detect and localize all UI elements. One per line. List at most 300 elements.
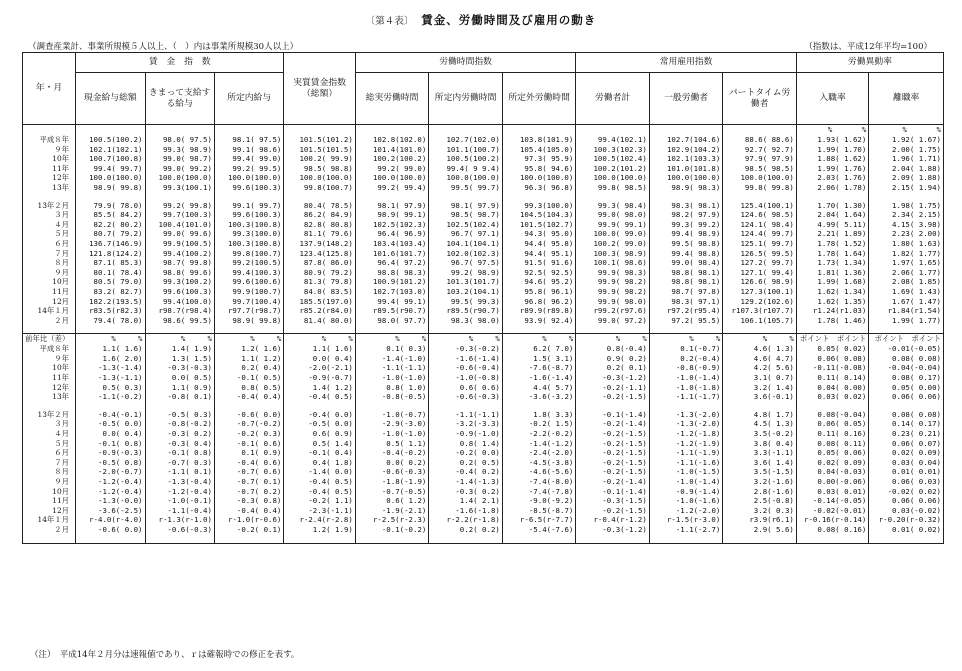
table-cell: 98.8( 98.1)	[649, 268, 723, 278]
table-cell: -3.6(-2.5)	[76, 506, 145, 516]
table-row	[23, 515, 944, 525]
table-cell: -1.1(-2.7)	[649, 525, 723, 535]
table-cell: -1.3(-2.0)	[649, 419, 723, 429]
table-row	[23, 344, 944, 354]
table-cell: 83.2( 82.7)	[76, 287, 145, 297]
table-row	[23, 363, 944, 373]
spacer-cell	[23, 193, 76, 201]
table-cell: 99.3( 98.9)	[145, 145, 214, 155]
table-cell: 0.03(-0.02)	[869, 506, 944, 516]
table-cell: 1.6( 2.0)	[76, 354, 145, 364]
table-cell: r-1.5(r-3.0)	[649, 515, 723, 525]
table-cell: 0.4( 1.8)	[284, 458, 355, 468]
table-cell: 0.5( 1.1)	[355, 439, 429, 449]
table-cell: 99.3(100.0)	[502, 201, 576, 211]
table-cell: 123.4(125.8)	[284, 249, 355, 259]
row-label: ２月	[23, 525, 76, 535]
table-cell: r-0.16(r-0.14)	[796, 515, 868, 525]
table-cell: 3.2( 0.3)	[723, 506, 797, 516]
unit-cell: % %	[723, 334, 797, 345]
table-cell: -1.3(-0.0)	[76, 496, 145, 506]
table-cell: -0.9(-1.0)	[429, 429, 503, 439]
table-cell: 0.8( 1.4)	[429, 439, 503, 449]
table-cell: 98.8( 98.1)	[649, 277, 723, 287]
table-row	[23, 135, 944, 145]
table-cell: 137.9(148.2)	[284, 239, 355, 249]
table-cell: r83.5(r82.3)	[76, 306, 145, 316]
table-cell: 1.67( 1.47)	[869, 297, 944, 307]
table-cell: 127.1( 99.4)	[723, 268, 797, 278]
table-cell: -0.4( 0.5)	[284, 487, 355, 497]
table-cell: 2.21( 1.89)	[796, 229, 868, 239]
table-cell: 98.3( 98.1)	[649, 201, 723, 211]
table-cell: -1.4(-1.3)	[429, 477, 503, 487]
header-employment-group: 常用雇用指数	[576, 53, 797, 73]
table-cell: 102.9(104.2)	[649, 145, 723, 155]
table-cell: -2.0(-0.7)	[76, 467, 145, 477]
table-cell: 99.0( 98.0)	[576, 210, 650, 220]
table-cell: -1.1(-1.9)	[649, 448, 723, 458]
header-scheduled-pay: 所定内給与	[214, 73, 283, 125]
spacer-cell	[284, 193, 355, 201]
table-row	[23, 258, 944, 268]
table-cell: 1.98( 1.75)	[869, 201, 944, 211]
table-cell: 1.93( 1.62)	[796, 135, 868, 145]
table-cell: -0.2( 0.0)	[429, 448, 503, 458]
table-cell: -0.2( 0.3)	[214, 429, 283, 439]
header-year-month: 年・月	[23, 53, 76, 125]
table-cell: -0.5( 0.8)	[76, 458, 145, 468]
table-cell: 96.7( 97.5)	[429, 258, 503, 268]
table-cell: 92.7( 92.7)	[723, 145, 797, 155]
table-cell: -1.2(-1.8)	[649, 429, 723, 439]
table-cell: 0.08(-0.04)	[796, 410, 868, 420]
table-cell: 87.8( 86.0)	[284, 258, 355, 268]
table-row	[23, 392, 944, 402]
table-cell: -0.7(-0.2)	[214, 419, 283, 429]
unit-cell: % %	[429, 334, 503, 345]
table-cell: 99.9( 98.2)	[576, 287, 650, 297]
footnote: （注） 平成14年２月分は速報値であり、ｒは確報時での修正を表す。	[30, 650, 300, 660]
row-label: ３月	[23, 419, 76, 429]
table-cell: 104.1(104.1)	[429, 239, 503, 249]
table-cell: 0.05( 0.00)	[869, 383, 944, 393]
table-cell: 98.3( 97.1)	[649, 297, 723, 307]
table-cell: 96.8( 96.2)	[502, 297, 576, 307]
table-cell: 99.4( 98.9)	[649, 229, 723, 239]
table-cell: -0.1(-1.4)	[576, 410, 650, 420]
spacer-cell	[23, 402, 76, 410]
table-cell: -1.0(-1.0)	[355, 373, 429, 383]
table-cell: 99.4(100.0)	[145, 297, 214, 307]
table-cell: 0.2(-0.4)	[649, 354, 723, 364]
table-cell: 1.1( 1.6)	[284, 344, 355, 354]
table-cell: -1.9(-2.1)	[355, 506, 429, 516]
table-cell: 1.73( 1.34)	[796, 258, 868, 268]
row-label: ７月	[23, 458, 76, 468]
row-label: 13年２月	[23, 410, 76, 420]
header-wage-group: 賃 金 指 数	[76, 53, 284, 73]
table-cell: 95.8( 94.6)	[502, 164, 576, 174]
spacer-cell	[576, 402, 650, 410]
table-cell: 0.8(-0.4)	[576, 344, 650, 354]
table-cell: -4.5(-3.8)	[502, 458, 576, 468]
table-cell: 6.2( 7.0)	[502, 344, 576, 354]
table-cell: 95.8( 96.1)	[502, 287, 576, 297]
table-cell: 98.7( 97.8)	[649, 287, 723, 297]
table-cell: 82.8( 80.8)	[284, 220, 355, 230]
table-cell: -0.3(-1.2)	[576, 373, 650, 383]
table-cell: 94.3( 95.0)	[502, 229, 576, 239]
table-cell: -0.5( 0.0)	[76, 419, 145, 429]
table-cell: -2.9(-3.0)	[355, 419, 429, 429]
table-cell: 1.70( 1.30)	[796, 201, 868, 211]
table-cell: 100.3(102.3)	[576, 145, 650, 155]
table-cell: 125.4(100.1)	[723, 201, 797, 211]
table-cell: 0.6( 0.9)	[284, 429, 355, 439]
table-cell: 1.81( 1.36)	[796, 268, 868, 278]
row-label: 11月	[23, 287, 76, 297]
table-cell: 99.1( 99.7)	[214, 201, 283, 211]
unit-cell	[355, 125, 429, 136]
table-cell: -0.6(-0.3)	[355, 467, 429, 477]
table-cell: -1.0(-1.4)	[649, 373, 723, 383]
unit-cell: % %	[214, 334, 283, 345]
table-cell: -0.6(-0.3)	[429, 392, 503, 402]
table-cell: 104.5(104.3)	[502, 210, 576, 220]
table-cell: 0.5( 0.3)	[76, 383, 145, 393]
table-cell: 99.0( 98.7)	[145, 154, 214, 164]
table-cell: 82.2( 80.2)	[76, 220, 145, 230]
table-cell: 1.8( 3.3)	[502, 410, 576, 420]
table-cell: -1.0(-0.7)	[355, 410, 429, 420]
table-cell: 80.9( 79.2)	[284, 268, 355, 278]
table-cell: 99.2( 99.0)	[355, 164, 429, 174]
spacer-cell	[284, 325, 355, 334]
table-cell: 121.8(124.2)	[76, 249, 145, 259]
table-cell: -1.2(-0.4)	[145, 487, 214, 497]
table-cell: -1.6(-1.4)	[502, 373, 576, 383]
table-cell: 98.6( 99.5)	[145, 316, 214, 326]
table-cell: 100.4(101.0)	[145, 220, 214, 230]
table-cell: -1.4(-1.0)	[355, 354, 429, 364]
table-cell: -0.2(-1.1)	[576, 383, 650, 393]
row-label: 11月	[23, 496, 76, 506]
table-cell: 4.8( 1.7)	[723, 410, 797, 420]
table-cell: -0.9(-0.7)	[284, 373, 355, 383]
table-cell: -7.4(-7.8)	[502, 487, 576, 497]
table-cell: r89.5(r90.7)	[355, 306, 429, 316]
table-cell: 98.9( 99.8)	[76, 183, 145, 193]
table-cell: 81.4( 80.0)	[284, 316, 355, 326]
row-label: ６月	[23, 448, 76, 458]
table-cell: 99.4(100.2)	[145, 249, 214, 259]
table-cell: 4.5( 1.3)	[723, 419, 797, 429]
table-cell: -0.7( 0.6)	[214, 467, 283, 477]
table-cell: r-0.20(r-0.32)	[869, 515, 944, 525]
table-cell: 100.3(100.8)	[214, 220, 283, 230]
table-cell: 0.06( 0.03)	[869, 477, 944, 487]
table-cell: -1.0(-1.8)	[649, 383, 723, 393]
table-cell: -1.1(-1.7)	[649, 392, 723, 402]
table-cell: -0.7( 0.3)	[145, 458, 214, 468]
spacer-cell	[502, 535, 576, 544]
table-cell: 185.5(197.0)	[284, 297, 355, 307]
table-cell: 99.0( 98.4)	[649, 258, 723, 268]
row-label: ６月	[23, 239, 76, 249]
table-cell: -1.3(-2.0)	[649, 410, 723, 420]
table-row	[23, 467, 944, 477]
table-cell: -0.1( 0.8)	[76, 439, 145, 449]
table-cell: 98.1( 97.5)	[214, 135, 283, 145]
unit-cell	[284, 125, 355, 136]
table-cell: -2.2(-0.2)	[502, 429, 576, 439]
unit-cell: % %	[355, 334, 429, 345]
spacer-cell	[723, 535, 797, 544]
table-cell: 101.5(102.7)	[502, 220, 576, 230]
table-cell: 1.99( 1.68)	[796, 277, 868, 287]
table-row	[23, 506, 944, 516]
table-cell: 1.78( 1.64)	[796, 249, 868, 259]
table-cell: -0.4( 0.5)	[284, 392, 355, 402]
table-cell: 100.2(101.2)	[576, 164, 650, 174]
table-cell: 100.0(100.0)	[214, 173, 283, 183]
unit-cell: % %	[145, 334, 214, 345]
table-cell: 0.0( 0.4)	[76, 429, 145, 439]
unit-cell: ポイント ポイント	[796, 334, 868, 345]
table-cell: 2.9( 5.6)	[723, 525, 797, 535]
table-cell: r-0.4(r-1.2)	[576, 515, 650, 525]
table-cell: -7.4(-8.0)	[502, 477, 576, 487]
table-cell: 1.2( 1.6)	[214, 344, 283, 354]
spacer-cell	[214, 193, 283, 201]
table-cell: 0.6( 0.6)	[429, 383, 503, 393]
table-cell: -0.4( 0.4)	[214, 392, 283, 402]
table-row	[23, 439, 944, 449]
table-cell: 100.1( 98.6)	[576, 258, 650, 268]
table-cell: -0.14(-0.05)	[796, 496, 868, 506]
table-cell: r89.9(r89.8)	[502, 306, 576, 316]
table-cell: -0.8(-0.9)	[649, 363, 723, 373]
row-label: 14年１月	[23, 515, 76, 525]
spacer-cell	[649, 193, 723, 201]
table-cell: 124.6( 98.5)	[723, 210, 797, 220]
table-cell: 101.6(101.7)	[355, 249, 429, 259]
table-cell: 85.5( 84.2)	[76, 210, 145, 220]
spacer-cell	[145, 402, 214, 410]
row-label: ７月	[23, 249, 76, 259]
table-row	[23, 183, 944, 193]
table-cell: 3.2(-1.6)	[723, 477, 797, 487]
table-cell: 99.2( 99.8)	[145, 201, 214, 211]
spacer-cell	[76, 535, 145, 544]
table-cell: -0.1( 0.4)	[284, 448, 355, 458]
spacer-cell	[796, 325, 868, 334]
table-cell: 100.0(100.0)	[576, 173, 650, 183]
table-cell: 100.2( 99.9)	[284, 154, 355, 164]
table-cell: -1.2(-0.4)	[76, 477, 145, 487]
unit-cell	[723, 125, 797, 136]
header-accession-rate: 入職率	[796, 73, 868, 125]
table-cell: 0.05( 0.06)	[796, 448, 868, 458]
header-turnover-group: 労働異動率	[796, 53, 943, 73]
table-cell: 0.00(-0.06)	[796, 477, 868, 487]
table-cell: 106.1(105.7)	[723, 316, 797, 326]
table-cell: 100.5(102.4)	[576, 154, 650, 164]
table-cell: -1.4(-1.2)	[502, 439, 576, 449]
unit-cell: % %	[284, 334, 355, 345]
table-cell: -0.2( 1.1)	[284, 496, 355, 506]
spacer-cell	[76, 193, 145, 201]
table-cell: -0.4( 0.2)	[429, 467, 503, 477]
table-cell: 100.0(100.0)	[76, 173, 145, 183]
table-cell: 3.3(-1.1)	[723, 448, 797, 458]
table-row	[23, 448, 944, 458]
table-cell: 98.0( 97.5)	[145, 135, 214, 145]
table-cell: 4.99( 5.11)	[796, 220, 868, 230]
table-cell: 2.04( 1.88)	[869, 164, 944, 174]
base-note: （指数は、平成12年平均=100）	[804, 42, 932, 52]
table-cell: -2.3(-1.1)	[284, 506, 355, 516]
table-cell: 0.1( 0.3)	[355, 344, 429, 354]
table-cell: 80.5( 79.0)	[76, 277, 145, 287]
spacer-cell	[145, 193, 214, 201]
table-cell: 2.23( 2.00)	[869, 229, 944, 239]
table-cell: -0.2(-1.5)	[576, 448, 650, 458]
table-cell: 101.1(100.7)	[429, 145, 503, 155]
table-cell: 102.1(102.1)	[76, 145, 145, 155]
table-cell: 1.2( 1.9)	[284, 525, 355, 535]
table-cell: 0.08( 0.17)	[869, 373, 944, 383]
table-row	[23, 145, 944, 155]
table-cell: -1.1(-1.1)	[355, 363, 429, 373]
row-label: 平成８年	[23, 135, 76, 145]
row-label: ８月	[23, 258, 76, 268]
table-cell: 102.7(103.0)	[355, 287, 429, 297]
statistics-table	[22, 52, 944, 544]
spacer-cell	[23, 325, 76, 334]
header-scheduled-hours: 所定内労働時間	[429, 73, 503, 125]
table-cell: 1.3( 1.5)	[145, 354, 214, 364]
table-cell: 2.00( 1.75)	[869, 145, 944, 155]
table-cell: 79.9( 78.0)	[76, 201, 145, 211]
spacer-cell	[145, 325, 214, 334]
table-cell: -0.8(-0.2)	[145, 419, 214, 429]
table-cell: 1.96( 1.71)	[869, 154, 944, 164]
table-cell: 0.06( 0.08)	[796, 354, 868, 364]
table-cell: -1.0(-1.6)	[649, 496, 723, 506]
table-cell: 0.08( 0.08)	[869, 410, 944, 420]
table-cell: 182.2(193.5)	[76, 297, 145, 307]
table-cell: 1.78( 1.46)	[796, 316, 868, 326]
table-cell: r97.2(r95.4)	[649, 306, 723, 316]
table-cell: 105.4(105.0)	[502, 145, 576, 155]
table-cell: -0.6(-0.3)	[145, 525, 214, 535]
table-cell: 0.9( 0.2)	[576, 354, 650, 364]
table-cell: -0.1(-0.2)	[355, 525, 429, 535]
unit-cell	[429, 125, 503, 136]
table-cell: 100.9(101.2)	[355, 277, 429, 287]
spacer-cell	[355, 402, 429, 410]
table-cell: -1.1(-1.1)	[429, 410, 503, 420]
table-cell: r97.7(r98.7)	[214, 306, 283, 316]
row-label: 平成８年	[23, 344, 76, 354]
table-cell: 88.6( 88.6)	[723, 135, 797, 145]
table-cell: 1.1( 1.6)	[76, 344, 145, 354]
row-label: 13年	[23, 392, 76, 402]
table-cell: 1.99( 1.76)	[796, 164, 868, 174]
table-cell: 3.1( 0.7)	[723, 373, 797, 383]
table-cell: -1.3(-0.4)	[145, 477, 214, 487]
table-cell: 101.4(101.0)	[355, 145, 429, 155]
row-label: 11年	[23, 373, 76, 383]
spacer-cell	[649, 535, 723, 544]
table-cell: -0.9(-0.3)	[76, 448, 145, 458]
table-row	[23, 477, 944, 487]
table-cell: 1.1( 1.2)	[214, 354, 283, 364]
table-cell: 103.4(103.4)	[355, 239, 429, 249]
table-cell: 0.05( 0.02)	[796, 344, 868, 354]
table-cell: -0.2(-1.5)	[576, 458, 650, 468]
spacer-cell	[796, 535, 868, 544]
table-cell: 100.5(100.2)	[76, 135, 145, 145]
unit-cell	[502, 125, 576, 136]
spacer-cell	[284, 402, 355, 410]
table-cell: -0.3( 0.2)	[429, 487, 503, 497]
table-cell: r-2.2(r-1.8)	[429, 515, 503, 525]
spacer-cell	[723, 402, 797, 410]
table-cell: -1.6(-1.8)	[429, 506, 503, 516]
table-cell: 98.5( 98.7)	[429, 210, 503, 220]
table-cell: -0.3(-0.2)	[429, 344, 503, 354]
table-cell: 4.15( 3.98)	[869, 220, 944, 230]
row-label: 11年	[23, 164, 76, 174]
table-cell: 0.11( 0.16)	[796, 429, 868, 439]
table-cell: 2.06( 1.77)	[869, 268, 944, 278]
table-cell: 98.8( 98.3)	[355, 268, 429, 278]
unit-cell: % %	[796, 125, 868, 136]
table-cell: -0.2(-1.5)	[576, 506, 650, 516]
table-cell: -0.2(-1.4)	[576, 477, 650, 487]
table-cell: 1.99( 1.70)	[796, 145, 868, 155]
unit-row	[23, 125, 944, 136]
table-cell: 0.03( 0.01)	[796, 487, 868, 497]
scope-note: （調査産業計、事業所規模５人以上、（ ）内は事業所規模30人以上）	[28, 42, 299, 52]
row-label: 10年	[23, 363, 76, 373]
table-cell: 1.92( 1.67)	[869, 135, 944, 145]
table-cell: 99.4(102.1)	[576, 135, 650, 145]
table-cell: 0.8( 1.0)	[355, 383, 429, 393]
table-cell: 0.6( 1.2)	[355, 496, 429, 506]
table-cell: 1.1( 0.9)	[145, 383, 214, 393]
spacer-cell	[429, 535, 503, 544]
table-row	[23, 220, 944, 230]
table-title	[0, 12, 962, 28]
row-label: ９年	[23, 354, 76, 364]
table-cell: 0.23( 0.21)	[869, 429, 944, 439]
table-cell: 99.6(100.3)	[214, 210, 283, 220]
spacer-cell	[576, 193, 650, 201]
table-cell: 2.06( 1.78)	[796, 183, 868, 193]
table-cell: -0.4(-0.1)	[76, 410, 145, 420]
row-label: 12月	[23, 506, 76, 516]
table-row	[23, 239, 944, 249]
table-row	[23, 249, 944, 259]
table-cell: 99.8(100.7)	[284, 183, 355, 193]
table-cell: -0.1( 0.5)	[214, 373, 283, 383]
header-real-wage: 実質賃金指数（総額）	[284, 53, 355, 125]
table-cell: -0.04(-0.04)	[869, 363, 944, 373]
